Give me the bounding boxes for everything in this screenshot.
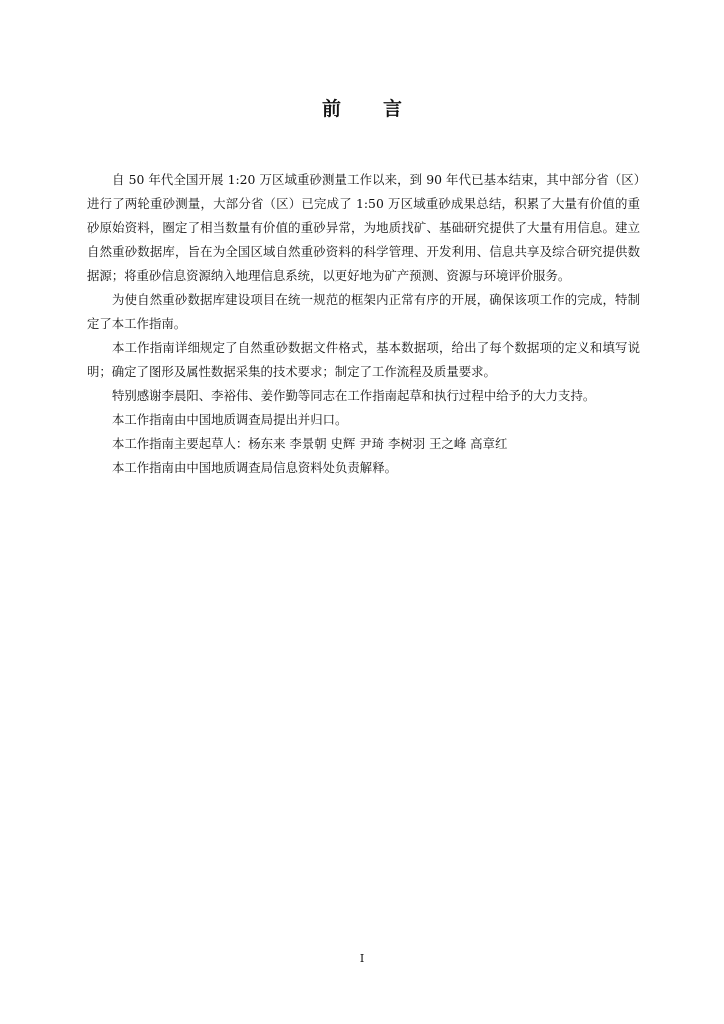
page-title-part-2: 言 (383, 98, 403, 120)
paragraph-acknowledgement: 特别感谢李晨阳、李裕伟、姜作勤等同志在工作指南起草和执行过程中给予的大力支持。 (112, 388, 596, 403)
page-number: I (359, 952, 365, 965)
preface-body (87, 168, 640, 480)
paragraph-background: 自 50 年代全国开展 1:20 万区域重砂测量工作以来，到 90 年代已基本结束，其中部分省（区）进行了两轮重砂测量，大部分省（区）已完成了 1:50 万区域重砂成果总结，积累了大量有价值的重砂原始资料，圈定了相当数量有价值的重砂异常，为地质找矿、基础研究提供了大量有用信息。建立自然重砂数据库，旨在为全国区域自然重砂资料的科学管理、开发利用、信息共享及综合研究提供数据源；将重砂信息资源纳入地理信息系统，以更好地为矿产预测、资源与环境评价服务。 (87, 172, 640, 283)
paragraph-content: 本工作指南详细规定了自然重砂数据文件格式，基本数据项，给出了每个数据项的定义和填写说明；确定了图形及属性数据采集的技术要求；制定了工作流程及质量要求。 (87, 340, 640, 379)
page-title (0, 94, 724, 121)
page-title-part-1: 前 (321, 98, 341, 120)
paragraph-drafters: 本工作指南主要起草人：杨东来 李景朝 史辉 尹琦 李树羽 王之峰 高章红 (112, 436, 508, 451)
paragraph-purpose: 为使自然重砂数据库建设项目在统一规范的框架内正常有序的开展，确保该项工作的完成，特制定了本工作指南。 (87, 292, 640, 331)
paragraph-proposer: 本工作指南由中国地质调查局提出并归口。 (112, 412, 348, 427)
paragraph-interpretation: 本工作指南由中国地质调查局信息资料处负责解释。 (112, 460, 397, 475)
